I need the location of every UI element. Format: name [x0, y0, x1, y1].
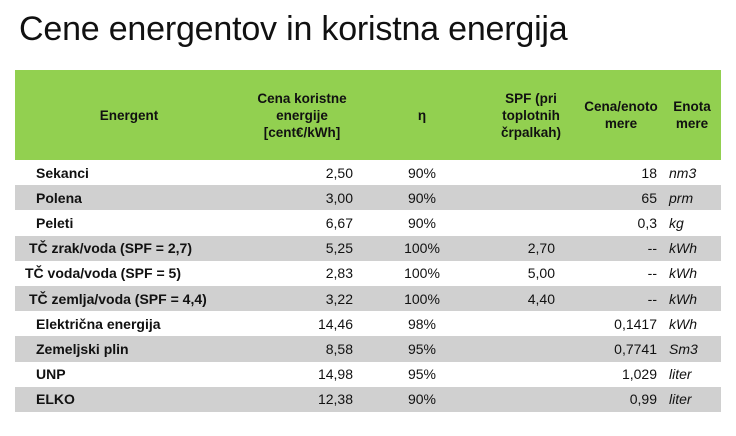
cell-enota: kWh [669, 315, 697, 332]
cell-eta: 95% [407, 366, 437, 383]
page-title: Cene energentov in koristna energija [19, 10, 568, 48]
cell-cena-enote: 0,7741 [614, 340, 657, 357]
cell-cena: 6,67 [325, 214, 353, 231]
cell-energent: Sekanci [36, 164, 89, 181]
cell-eta: 98% [407, 315, 437, 332]
cell-cena: 3,00 [325, 189, 353, 206]
cell-cena: 5,25 [325, 240, 353, 257]
cell-eta: 90% [407, 214, 437, 231]
cell-enota: kWh [669, 265, 697, 282]
cell-enota: nm3 [669, 164, 697, 181]
cell-eta: 100% [404, 240, 440, 257]
cell-enota: Sm3 [669, 340, 698, 357]
cell-spf [483, 387, 579, 412]
cell-energent: Zemeljski plin [36, 340, 129, 357]
cell-energent: UNP [36, 366, 66, 383]
cell-cena-enote: 0,99 [629, 391, 657, 408]
header-cena-enote-mere: Cena/enoto mere [584, 99, 658, 131]
header-enota-mere: Enota mere [673, 99, 711, 131]
cell-cena-enote: -- [647, 265, 657, 282]
table-row [15, 261, 721, 286]
cell-cena-enote: 0,1417 [614, 315, 657, 332]
cell-enota: kg [669, 214, 684, 231]
cell-cena: 8,58 [325, 340, 353, 357]
header-energent: Energent [99, 107, 159, 123]
cell-energent: Polena [36, 189, 82, 206]
table-row [15, 362, 721, 387]
cell-energent: TČ zrak/voda (SPF = 2,7) [29, 240, 192, 257]
cell-cena: 2,50 [325, 164, 353, 181]
cell-cena-enote: 65 [641, 189, 657, 206]
table-row [15, 286, 721, 311]
cell-eta: 100% [404, 290, 440, 307]
cell-spf: 5,00 [527, 265, 555, 282]
cell-eta: 100% [404, 265, 440, 282]
table-header-row [15, 70, 721, 160]
cell-eta: 90% [407, 164, 437, 181]
cell-cena: 3,22 [325, 290, 353, 307]
table-row [15, 185, 721, 210]
cell-cena: 14,98 [317, 366, 353, 383]
cell-enota: liter [669, 391, 692, 408]
cell-enota: prm [669, 189, 694, 206]
header-cena-koristne-energije: Cena koristne energije [cent€/kWh] [257, 90, 347, 140]
table-row [15, 387, 721, 412]
cell-cena-enote: -- [647, 290, 657, 307]
cell-energent: Peleti [36, 214, 74, 231]
header-spf: SPF (pri toplotnih črpalkah) [500, 90, 562, 140]
cell-cena: 2,83 [325, 265, 353, 282]
cell-spf: 4,40 [527, 290, 555, 307]
cell-spf [483, 185, 579, 210]
cell-eta: 95% [407, 340, 437, 357]
cell-enota: kWh [669, 290, 697, 307]
cell-cena-enote: 1,029 [621, 366, 657, 383]
header-eta: η [417, 107, 427, 123]
cell-cena: 14,46 [317, 315, 353, 332]
cell-spf: 2,70 [527, 240, 555, 257]
cell-energent: TČ voda/voda (SPF = 5) [25, 265, 181, 282]
table-row [15, 311, 721, 336]
energy-price-table [15, 70, 721, 412]
cell-enota: kWh [669, 240, 697, 257]
cell-spf [483, 362, 579, 387]
cell-cena-enote: 18 [641, 164, 657, 181]
cell-energent: TČ zemlja/voda (SPF = 4,4) [29, 290, 207, 307]
cell-energent: ELKO [36, 391, 75, 408]
cell-cena-enote: 0,3 [637, 214, 657, 231]
cell-cena: 12,38 [317, 391, 353, 408]
cell-energent: Električna energija [36, 315, 161, 332]
cell-cena-enote: -- [647, 240, 657, 257]
cell-eta: 90% [407, 391, 437, 408]
cell-spf [483, 336, 579, 361]
cell-spf [483, 311, 579, 336]
table-row [15, 160, 721, 185]
cell-spf [483, 160, 579, 185]
table-row [15, 336, 721, 361]
cell-eta: 90% [407, 189, 437, 206]
table-row [15, 210, 721, 235]
cell-enota: liter [669, 366, 692, 383]
cell-spf [483, 210, 579, 235]
table-row [15, 236, 721, 261]
